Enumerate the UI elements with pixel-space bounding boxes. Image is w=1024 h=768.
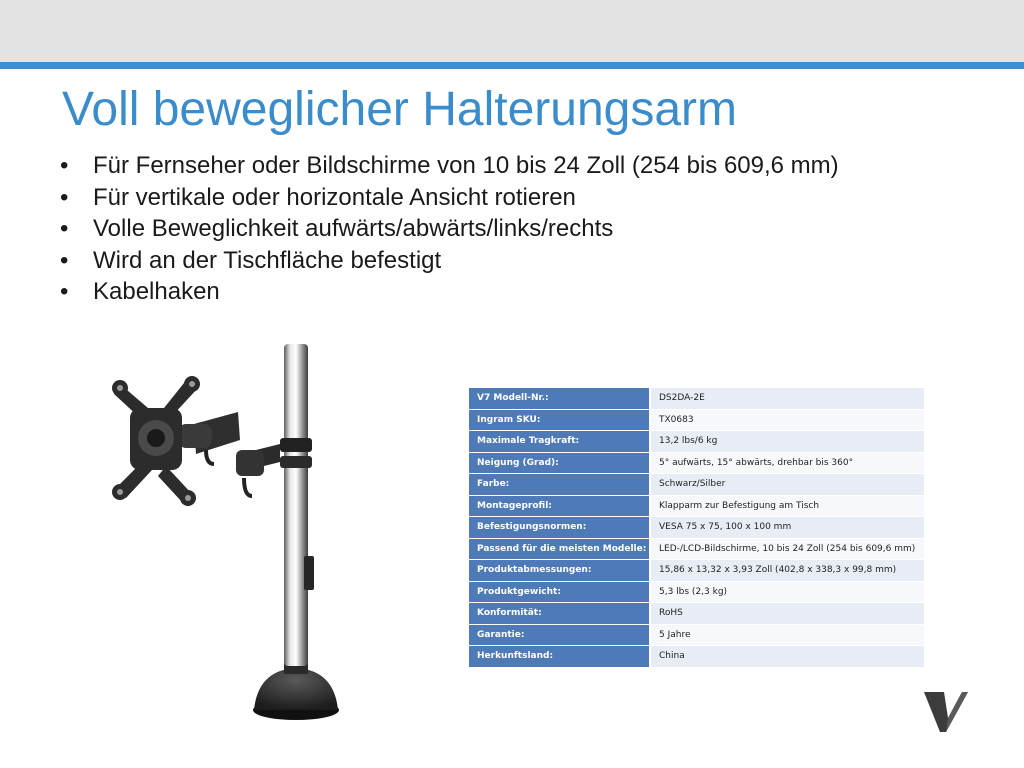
spec-value: 5,3 lbs (2,3 kg) [651, 582, 924, 604]
feature-item: • Kabelhaken [60, 276, 839, 308]
spec-value: 15,86 x 13,32 x 3,93 Zoll (402,8 x 338,3 x 99,8 mm) [651, 560, 924, 582]
spec-label: Neigung (Grad): [469, 453, 651, 475]
table-row [469, 646, 924, 668]
spec-value: 13,2 lbs/6 kg [651, 431, 924, 453]
spec-label: Produktabmessungen: [469, 560, 651, 582]
v7-logo-icon [922, 688, 970, 734]
header-accent-rule [0, 62, 1024, 69]
spec-value: 5 Jahre [651, 625, 924, 647]
table-row [469, 431, 924, 453]
top-header-band [0, 0, 1024, 62]
table-row [469, 539, 924, 561]
spec-value: Schwarz/Silber [651, 474, 924, 496]
spec-value: Klapparm zur Befestigung am Tisch [651, 496, 924, 518]
spec-value: RoHS [651, 603, 924, 625]
spec-value: 5° aufwärts, 15° abwärts, drehbar bis 360° [651, 453, 924, 475]
spec-label: Ingram SKU: [469, 410, 651, 432]
feature-item: • Für Fernseher oder Bildschirme von 10 bis 24 Zoll (254 bis 609,6 mm) [60, 150, 839, 182]
feature-item: • Wird an der Tischfläche befestigt [60, 245, 839, 277]
spec-label: Herkunftsland: [469, 646, 651, 668]
spec-label: Befestigungsnormen: [469, 517, 651, 539]
spec-value: VESA 75 x 75, 100 x 100 mm [651, 517, 924, 539]
table-row [469, 410, 924, 432]
table-row [469, 603, 924, 625]
table-row [469, 496, 924, 518]
spec-label: Montageprofil: [469, 496, 651, 518]
spec-value: LED-/LCD-Bildschirme, 10 bis 24 Zoll (254 bis 609,6 mm) [651, 539, 924, 561]
table-row [469, 474, 924, 496]
spec-value: DS2DA-2E [651, 388, 924, 410]
spec-value: China [651, 646, 924, 668]
spec-label: Maximale Tragkraft: [469, 431, 651, 453]
feature-item: • Für vertikale oder horizontale Ansicht rotieren [60, 182, 839, 214]
spec-label: Produktgewicht: [469, 582, 651, 604]
feature-item: • Volle Beweglichkeit aufwärts/abwärts/links/rechts [60, 213, 839, 245]
spec-table [469, 388, 924, 668]
spec-label: Passend für die meisten Modelle: [469, 539, 651, 561]
spec-label: Garantie: [469, 625, 651, 647]
spec-label: V7 Modell-Nr.: [469, 388, 651, 410]
spec-label: Konformität: [469, 603, 651, 625]
table-row [469, 453, 924, 475]
monitor-arm-image [108, 338, 348, 728]
spec-label: Farbe: [469, 474, 651, 496]
table-row [469, 517, 924, 539]
table-row [469, 388, 924, 410]
table-row [469, 560, 924, 582]
spec-value: TX0683 [651, 410, 924, 432]
table-row [469, 582, 924, 604]
table-row [469, 625, 924, 647]
feature-list [60, 150, 839, 308]
slide-title: Voll beweglicher Halterungsarm [62, 83, 737, 136]
